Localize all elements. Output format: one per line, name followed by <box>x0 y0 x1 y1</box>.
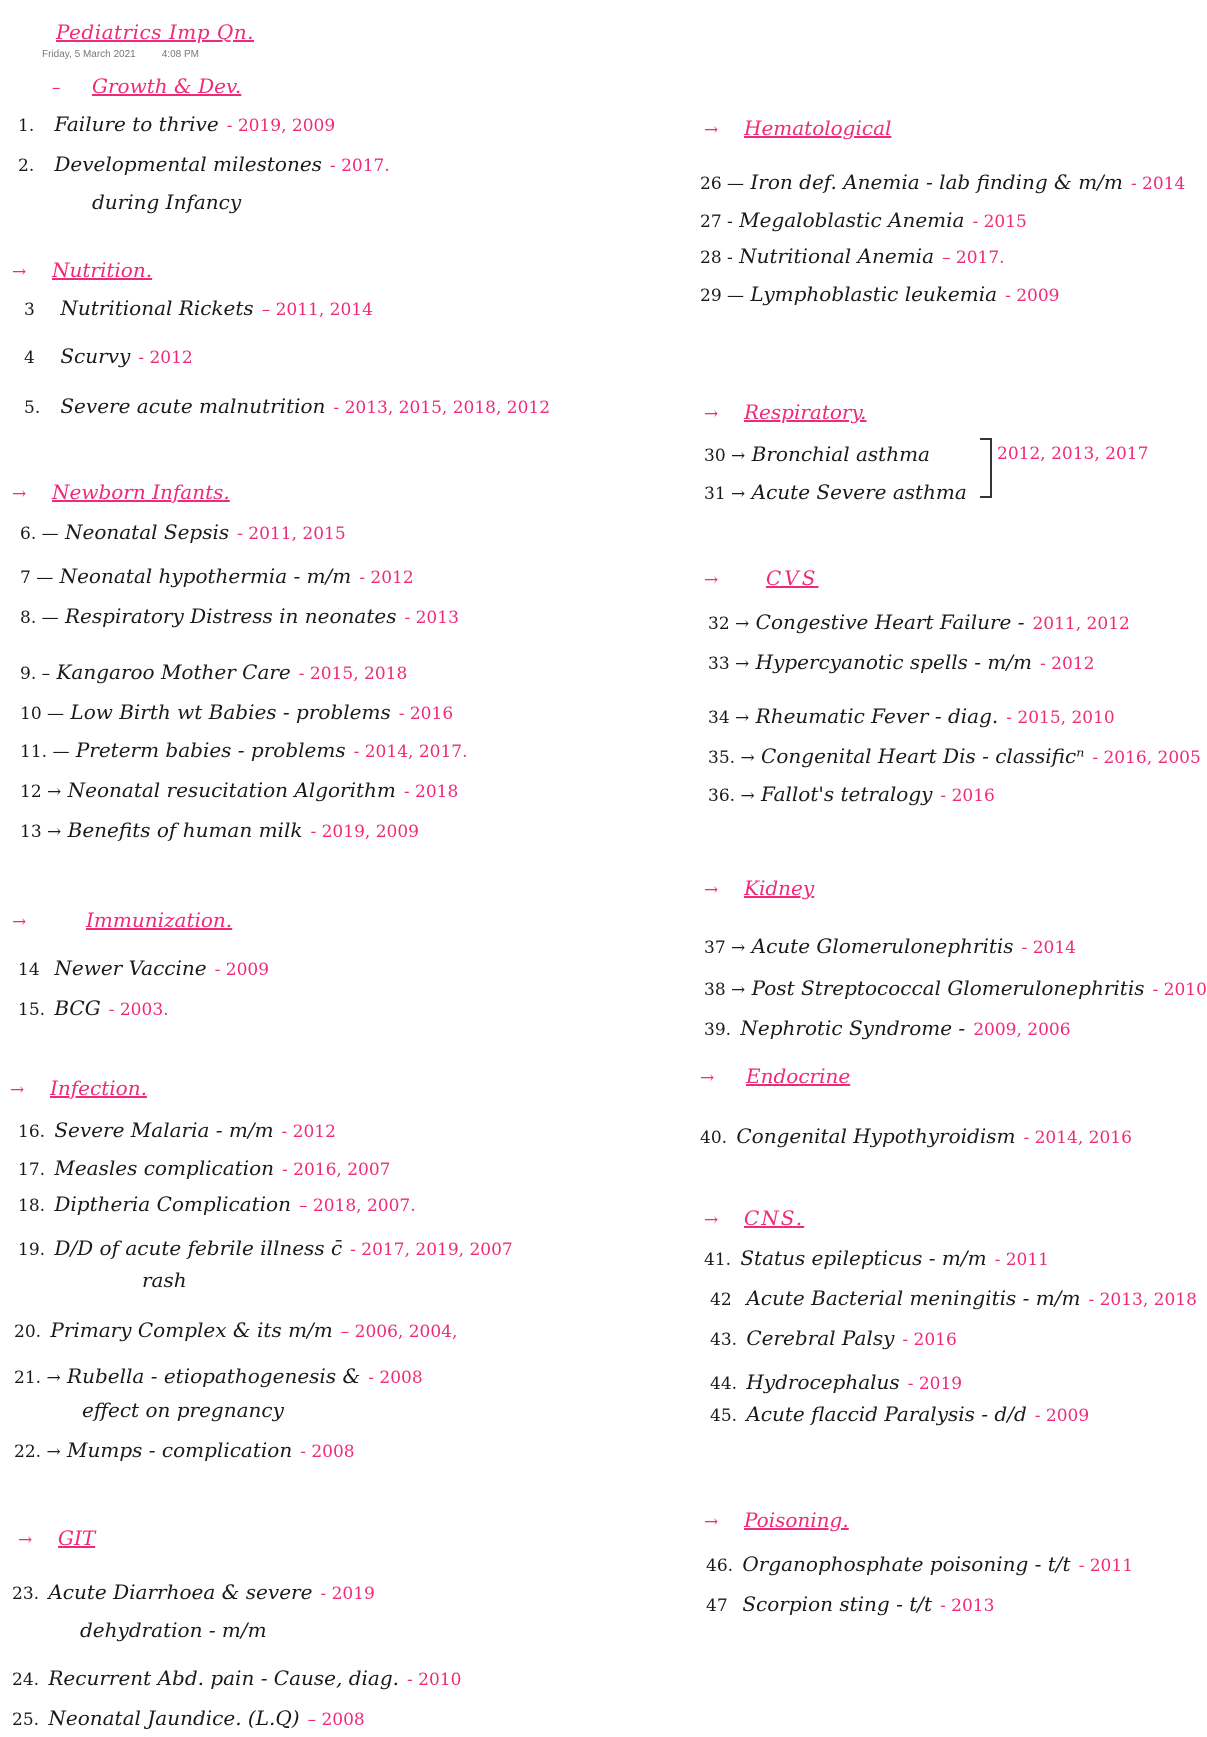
list-item <box>708 744 1201 768</box>
list-item <box>24 344 193 368</box>
list-item <box>704 1246 1049 1270</box>
item-text: Cerebral Palsy <box>746 1326 895 1350</box>
arrow-icon: → <box>12 484 27 504</box>
item-text: Scurvy <box>60 344 131 368</box>
list-item <box>18 996 169 1020</box>
list-item <box>700 208 1027 232</box>
item-text: Hydrocephalus <box>746 1370 900 1394</box>
item-years: - 2011, 2015 <box>237 524 346 544</box>
item-text: Bronchial asthma <box>751 442 930 466</box>
item-years: - 2016 <box>398 704 454 724</box>
item-number: 36. → <box>708 786 755 806</box>
list-item <box>18 956 269 980</box>
item-years: - 2010 <box>1152 980 1207 1000</box>
item-years: - 2015 <box>972 212 1027 232</box>
item-text: Preterm babies - problems <box>75 738 346 762</box>
item-number: 44. <box>710 1374 738 1394</box>
dash-icon: – <box>52 78 61 98</box>
item-years: - 2019 <box>320 1584 375 1604</box>
item-years: - 2017. <box>329 156 390 176</box>
section-git: → GIT <box>18 1526 96 1550</box>
section-kidney: → Kidney <box>704 876 815 900</box>
arrow-icon: → <box>18 1530 33 1550</box>
item-text: Low Birth wt Babies - problems <box>70 700 391 724</box>
item-text: Nutritional Rickets <box>60 296 254 320</box>
item-number: 28 - <box>700 248 733 268</box>
bracket <box>980 438 992 498</box>
item-text: Kangaroo Mother Care <box>56 660 291 684</box>
item-text: Neonatal Sepsis <box>64 520 230 544</box>
list-item <box>704 480 967 504</box>
arrow-icon: → <box>700 1068 715 1088</box>
list-item <box>20 564 414 588</box>
item-text: Neonatal Jaundice. (L.Q) <box>48 1706 300 1730</box>
item-text: Acute Severe asthma <box>751 480 967 504</box>
item-number: 39. <box>704 1020 732 1040</box>
item-years: - 2019, 2009 <box>226 116 336 136</box>
item-number: 45. <box>710 1406 738 1426</box>
item-number: 41. <box>704 1250 732 1270</box>
list-item <box>706 1592 994 1616</box>
list-item <box>20 778 458 802</box>
item-years: - 2012 <box>138 348 193 368</box>
section-nutrition: → Nutrition. <box>12 258 153 282</box>
list-item <box>700 170 1185 194</box>
item-number: 20. <box>14 1322 42 1342</box>
item-text: Acute Bacterial meningitis - m/m <box>746 1286 1081 1310</box>
item-number: 15. <box>18 1000 46 1020</box>
item-text: Acute Glomerulonephritis <box>751 934 1014 958</box>
list-item <box>708 610 1130 634</box>
item-number: 35. → <box>708 748 755 768</box>
item-text: Fallot's tetralogy <box>761 782 933 806</box>
item-number: 6. — <box>20 524 59 544</box>
item-years: - 2011 <box>1078 1556 1134 1576</box>
item-years: - 2014, 2016 <box>1023 1128 1132 1148</box>
item-years: - 2008 <box>300 1442 355 1462</box>
item-years: – 2011, 2014 <box>261 300 373 320</box>
list-item <box>708 650 1094 674</box>
list-item <box>18 112 335 136</box>
item-years: – 2008 <box>307 1710 365 1730</box>
item-years: - 2019, 2009 <box>310 822 419 842</box>
item-text: Status epilepticus - m/m <box>740 1246 987 1270</box>
item-years: - 2011 <box>994 1250 1049 1270</box>
list-item <box>12 1666 461 1690</box>
item-years: – 2018, 2007. <box>298 1196 416 1216</box>
arrow-icon: → <box>704 404 719 424</box>
list-item <box>18 152 390 176</box>
item-text: Severe Malaria - m/m <box>54 1118 274 1142</box>
list-item <box>14 1364 423 1388</box>
item-text: Congestive Heart Failure - <box>755 610 1025 634</box>
item-text: Organophosphate poisoning - t/t <box>742 1552 1071 1576</box>
item-number: 30 → <box>704 446 746 466</box>
item-number: 4 <box>24 348 35 368</box>
item-number: 33 → <box>708 654 750 674</box>
respiratory-years: 2012, 2013, 2017 <box>997 444 1149 464</box>
item-years: - 2019 <box>907 1374 963 1394</box>
item-number: 13 → <box>20 822 62 842</box>
item-number: 23. <box>12 1584 40 1604</box>
item-text: BCG <box>54 996 101 1020</box>
list-item <box>14 1318 457 1342</box>
list-item <box>14 1438 355 1462</box>
item-years: – 2017. <box>942 248 1005 268</box>
item-number: 9. – <box>20 664 51 684</box>
item-text: Primary Complex & its m/m <box>50 1318 333 1342</box>
item-number: 2. <box>18 156 35 176</box>
item-years: - 2018 <box>403 782 459 802</box>
arrow-icon: → <box>704 120 719 140</box>
item-text: Severe acute malnutrition <box>60 394 326 418</box>
item-text: Failure to thrive <box>54 112 219 136</box>
list-item <box>704 1016 1071 1040</box>
item-years: - 2013 <box>404 608 459 628</box>
list-item <box>708 704 1115 728</box>
list-item <box>18 1118 336 1142</box>
item-years: - 2016 <box>902 1330 957 1350</box>
item-text: Megaloblastic Anemia <box>739 208 965 232</box>
section-cns: → CNS. <box>704 1206 805 1230</box>
list-item <box>706 1552 1133 1576</box>
item-text: Hypercyanotic spells - m/m <box>755 650 1033 674</box>
item-text: Post Streptococcal Glomerulonephritis <box>751 976 1145 1000</box>
list-item <box>700 244 1005 268</box>
item-number: 43. <box>710 1330 738 1350</box>
item-text: Acute flaccid Paralysis - d/d <box>746 1402 1027 1426</box>
item-text: Rheumatic Fever - diag. <box>755 704 999 728</box>
item-years: - 2013, 2018 <box>1088 1290 1197 1310</box>
list-item <box>12 1706 365 1730</box>
item-years: - 2008 <box>368 1368 423 1388</box>
list-item <box>700 282 1059 306</box>
list-item <box>20 818 419 842</box>
list-item <box>700 1124 1132 1148</box>
list-item <box>704 976 1207 1000</box>
item-years: - 2016, 2007 <box>282 1160 391 1180</box>
list-item <box>24 394 550 418</box>
item-years: - 2010 <box>407 1670 462 1690</box>
item-number: 12 → <box>20 782 62 802</box>
item-years: - 2016 <box>940 786 995 806</box>
item-text: Lymphoblastic leukemia <box>750 282 998 306</box>
item-years: - 2014 <box>1130 174 1186 194</box>
item-number: 8. — <box>20 608 59 628</box>
item-number: 10 — <box>20 704 65 724</box>
item-number: 16. <box>18 1122 46 1142</box>
list-item <box>20 660 407 684</box>
list-item <box>20 520 346 544</box>
item-years: 2009, 2006 <box>973 1020 1071 1040</box>
item-text: D/D of acute febrile illness c̄ <box>54 1236 343 1260</box>
item-years: 2011, 2012 <box>1032 614 1130 634</box>
item-text: Diptheria Complication <box>54 1192 291 1216</box>
arrow-icon: → <box>704 570 719 590</box>
arrow-icon: → <box>704 880 719 900</box>
item-years: - 2012 <box>359 568 414 588</box>
item-years: - 2015, 2010 <box>1006 708 1115 728</box>
item-number: 40. <box>700 1128 728 1148</box>
item-text: Respiratory Distress in neonates <box>64 604 397 628</box>
item-years: - 2015, 2018 <box>298 664 408 684</box>
list-item <box>710 1370 962 1394</box>
item-number: 32 → <box>708 614 750 634</box>
item-years: - 2009 <box>1005 286 1060 306</box>
item-years: - 2017, 2019, 2007 <box>350 1240 513 1260</box>
item-text: Scorpion sting - t/t <box>742 1592 933 1616</box>
page-title: Pediatrics Imp Qn. <box>56 20 254 44</box>
item-number: 19. <box>18 1240 46 1260</box>
list-item <box>704 442 930 466</box>
list-item <box>710 1326 957 1350</box>
list-item <box>704 934 1076 958</box>
item-text: Neonatal hypothermia - m/m <box>59 564 352 588</box>
date: Friday, 5 March 2021 <box>42 49 136 60</box>
item-text: Congenital Heart Dis - classificⁿ <box>761 744 1085 768</box>
item-years: - 2013 <box>940 1596 995 1616</box>
list-item <box>20 738 467 762</box>
item-years: - 2003. <box>108 1000 169 1020</box>
section-growth: – Growth & Dev. <box>52 74 242 98</box>
item-number: 24. <box>12 1670 40 1690</box>
item-text: Iron def. Anemia - lab finding & m/m <box>750 170 1123 194</box>
item-number: 25. <box>12 1710 40 1730</box>
item-continuation: dehydration - m/m <box>80 1618 267 1642</box>
list-item <box>708 782 995 806</box>
item-years: - 2009 <box>1034 1406 1090 1426</box>
item-text: Newer Vaccine <box>54 956 207 980</box>
list-item <box>12 1580 375 1604</box>
item-text: Nutritional Anemia <box>739 244 934 268</box>
section-endocrine: → Endocrine <box>700 1064 851 1088</box>
item-text: Benefits of human milk <box>67 818 303 842</box>
list-item <box>710 1402 1089 1426</box>
item-number: 21. → <box>14 1368 61 1388</box>
list-item <box>710 1286 1197 1310</box>
section-infection: → Infection. <box>10 1076 147 1100</box>
item-continuation: rash <box>142 1268 187 1292</box>
item-years: - 2013, 2015, 2018, 2012 <box>333 398 551 418</box>
item-number: 1. <box>18 116 35 136</box>
item-text: Nephrotic Syndrome - <box>740 1016 966 1040</box>
section-cvs: → CVS <box>704 566 819 590</box>
item-text: Measles complication <box>54 1156 274 1180</box>
arrow-icon: → <box>12 912 27 932</box>
item-number: 3 <box>24 300 35 320</box>
time: 4:08 PM <box>161 49 199 60</box>
item-continuation: during Infancy <box>92 190 242 214</box>
timestamp <box>42 49 199 60</box>
item-number: 7 — <box>20 568 54 588</box>
list-item <box>20 700 453 724</box>
item-years: - 2009 <box>214 960 270 980</box>
section-poisoning: → Poisoning. <box>704 1508 849 1532</box>
section-respiratory: → Respiratory. <box>704 400 867 424</box>
item-number: 11. — <box>20 742 70 762</box>
item-number: 47 <box>706 1596 728 1616</box>
list-item <box>20 604 459 628</box>
item-years: - 2012 <box>281 1122 336 1142</box>
item-text: Developmental milestones <box>54 152 322 176</box>
item-years: - 2016, 2005 <box>1092 748 1201 768</box>
section-newborn: → Newborn Infants. <box>12 480 230 504</box>
item-text: Congenital Hypothyroidism <box>736 1124 1016 1148</box>
list-item <box>18 1192 416 1216</box>
section-hematological: → Hematological <box>704 116 892 140</box>
item-years: - 2014, 2017. <box>353 742 468 762</box>
item-years: – 2006, 2004, <box>340 1322 458 1342</box>
section-immunization: → Immunization. <box>12 908 233 932</box>
item-number: 5. <box>24 398 41 418</box>
arrow-icon: → <box>704 1210 719 1230</box>
item-years: - 2014 <box>1021 938 1076 958</box>
item-number: 27 - <box>700 212 733 232</box>
item-text: Neonatal resucitation Algorithm <box>67 778 396 802</box>
item-number: 29 — <box>700 286 745 306</box>
list-item <box>18 1156 390 1180</box>
item-text: Mumps - complication <box>67 1438 293 1462</box>
item-number: 14 <box>18 960 40 980</box>
item-number: 38 → <box>704 980 746 1000</box>
item-number: 34 → <box>708 708 750 728</box>
item-text: Rubella - etiopathogenesis & <box>67 1364 361 1388</box>
item-number: 42 <box>710 1290 732 1310</box>
item-number: 37 → <box>704 938 746 958</box>
arrow-icon: → <box>12 262 27 282</box>
item-number: 46. <box>706 1556 734 1576</box>
item-number: 17. <box>18 1160 46 1180</box>
arrow-icon: → <box>704 1512 719 1532</box>
arrow-icon: → <box>10 1080 25 1100</box>
item-continuation: effect on pregnancy <box>82 1398 284 1422</box>
item-number: 26 — <box>700 174 745 194</box>
item-years: - 2012 <box>1040 654 1095 674</box>
item-text: Acute Diarrhoea & severe <box>48 1580 313 1604</box>
item-number: 18. <box>18 1196 46 1216</box>
list-item <box>24 296 373 320</box>
list-item <box>18 1236 513 1260</box>
item-text: Recurrent Abd. pain - Cause, diag. <box>48 1666 400 1690</box>
item-number: 22. → <box>14 1442 61 1462</box>
item-number: 31 → <box>704 484 746 504</box>
